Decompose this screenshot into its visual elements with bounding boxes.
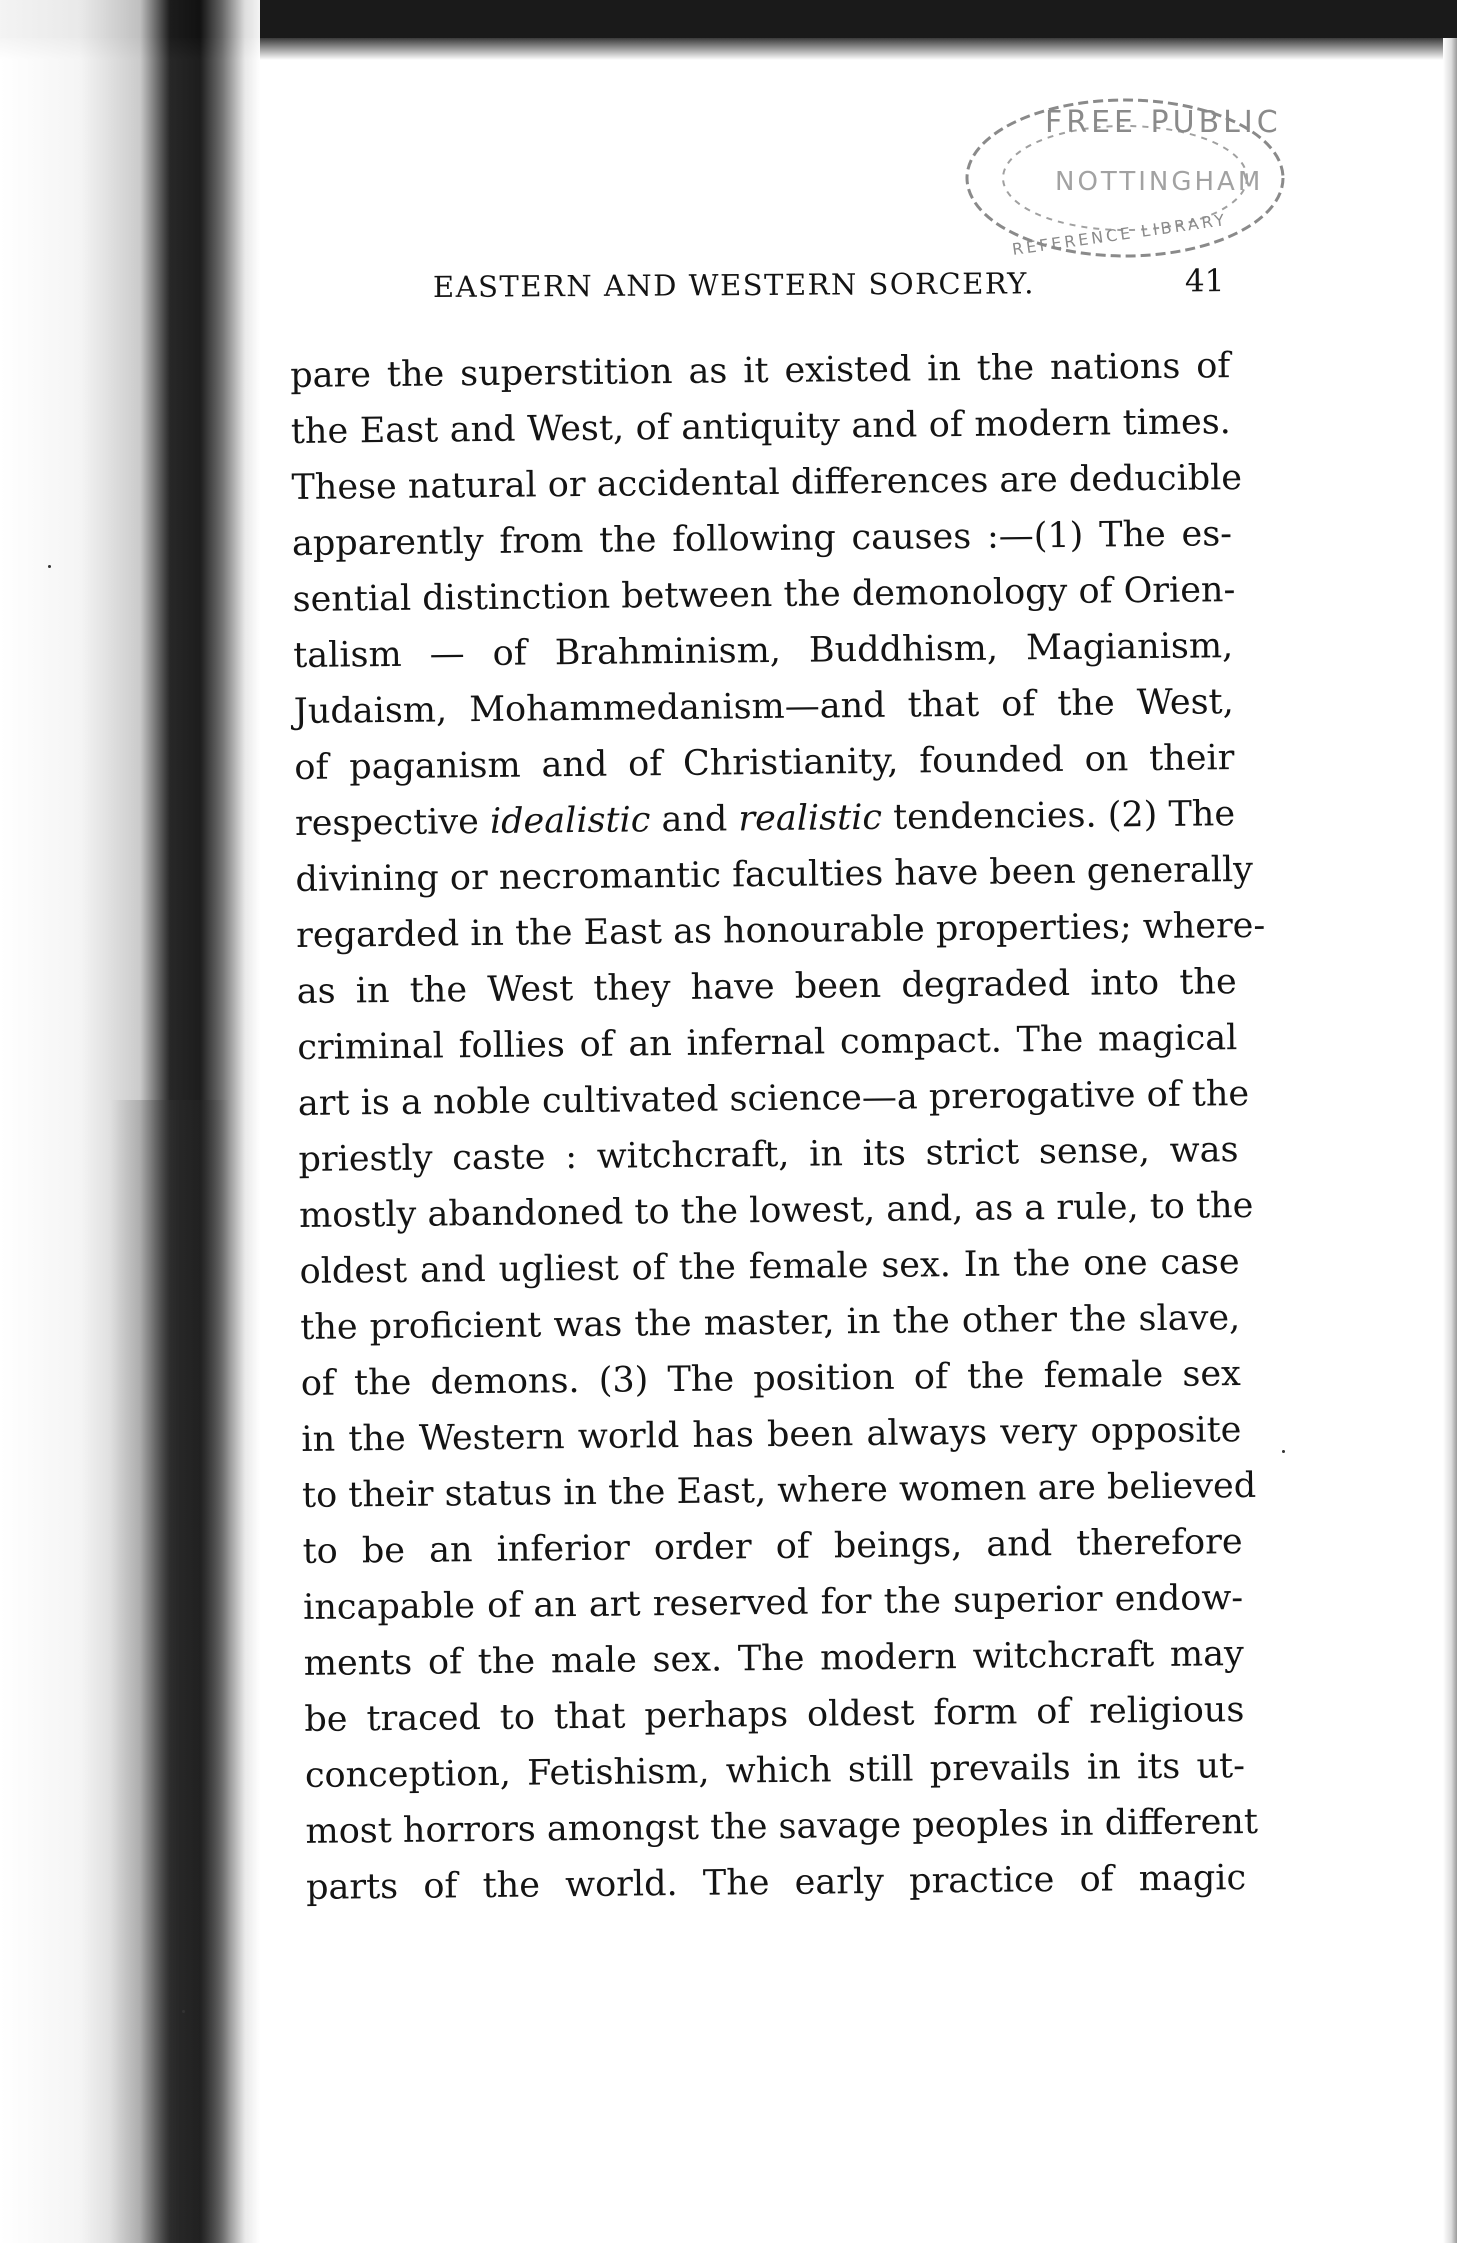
text-line: of the demons. (3) The position of the female sex: [300, 1354, 1242, 1404]
text-line: apparently from the following causes :—(1) The es-: [291, 514, 1233, 564]
scan-speck: [1282, 1450, 1285, 1453]
text-line: Judaism, Mohammedanism—and that of the West,: [293, 682, 1234, 732]
text-line: of paganism and of Christianity, founded on their: [294, 738, 1235, 788]
book-gutter-streak: [110, 1100, 230, 2243]
text-line: incapable of an art reserved for the superior endow-: [302, 1578, 1244, 1628]
text-line: oldest and ugliest of the female sex. In the one case: [299, 1242, 1240, 1292]
text-run: and: [650, 799, 739, 841]
text-run: respective: [294, 801, 491, 844]
italic-word-idealistic: idealistic: [489, 800, 651, 842]
text-line: priestly caste : witchcraft, in its strict sense, was: [298, 1130, 1239, 1180]
page-right-edge: [1443, 38, 1457, 2243]
text-line: most horrors amongst the savage peoples in different: [305, 1801, 1259, 1852]
scan-speck: [48, 565, 51, 568]
text-line: parts of the world. The early practice of magic: [305, 1858, 1247, 1908]
text-line: in the Western world has been always very opposite: [301, 1410, 1242, 1460]
page-header: [295, 259, 1225, 315]
text-line-with-italics: [295, 786, 1236, 852]
text-line: to their status in the East, where women are believed: [301, 1465, 1257, 1516]
text-line: divining or necromantic faculties have been generally: [295, 849, 1254, 900]
text-line: regarded in the East as honourable properties; where-: [295, 905, 1266, 956]
running-head: EASTERN AND WESTERN SORCERY.: [432, 266, 1035, 304]
text-run: tendencies. (2) The: [881, 794, 1236, 838]
scan-speck: [182, 2010, 185, 2013]
text-line: conception, Fetishism, which still prevails in its ut-: [304, 1746, 1246, 1796]
body-text: [290, 338, 1266, 1916]
text-line: pare the superstition as it existed in the nations of: [290, 346, 1231, 396]
text-line: sential distinction between the demonology of Orien-: [292, 570, 1236, 620]
italic-word-realistic: realistic: [738, 797, 883, 840]
text-line: talism — of Brahminism, Buddhism, Magianism,: [293, 626, 1234, 676]
text-line: the proficient was the master, in the other the slave,: [300, 1298, 1241, 1348]
text-line: criminal follies of an infernal compact. The magical: [297, 1018, 1238, 1068]
text-line: These natural or accidental differences are deducible: [291, 458, 1243, 508]
text-line: as in the West they have been degraded into the: [296, 962, 1237, 1012]
library-stamp: [960, 90, 1290, 265]
text-line: to be an inferior order of beings, and therefore: [302, 1522, 1243, 1572]
text-line: mostly abandoned to the lowest, and, as a rule, to the: [298, 1185, 1254, 1236]
page-number: 41: [1184, 263, 1225, 300]
stamp-line-bottom: REFERENCE LIBRARY: [1010, 209, 1229, 259]
stamp-line-top: FREE PUBLIC: [1045, 105, 1282, 140]
text-line: the East and West, of antiquity and of modern times.: [290, 402, 1232, 452]
stamp-line-middle: NOTTINGHAM: [1055, 167, 1264, 197]
text-line: be traced to that perhaps oldest form of religious: [304, 1690, 1245, 1740]
text-line: art is a noble cultivated science—a prerogative of the: [297, 1073, 1250, 1124]
text-line: ments of the male sex. The modern witchcraft may: [303, 1634, 1244, 1684]
